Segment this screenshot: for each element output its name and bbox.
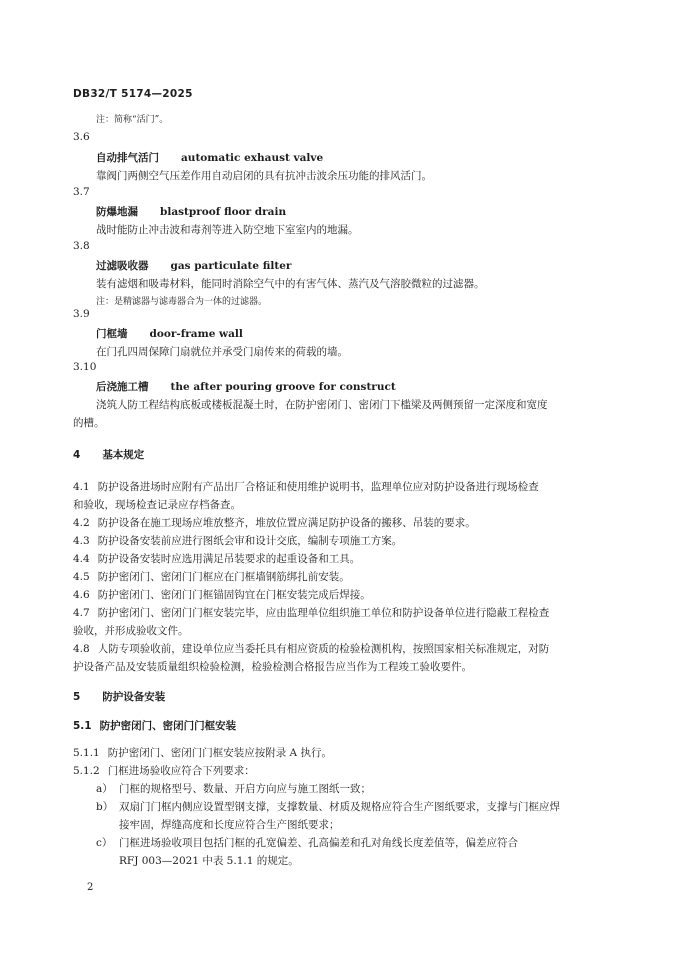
term-number: 3.10 xyxy=(73,361,97,373)
section-title: 防护设备安装 xyxy=(102,691,166,703)
clause-line xyxy=(73,763,255,778)
clause-number: 4.5 xyxy=(73,571,90,583)
term-number: 3.9 xyxy=(73,308,90,320)
section-heading xyxy=(73,447,144,462)
term-number: 3.6 xyxy=(73,131,90,143)
term-english: door-frame wall xyxy=(149,328,243,340)
list-item-text: 双扇门门框内侧应设置型钢支撑，支撑数量、材质及规格应符合生产图纸要求，支撑与门框应焊 xyxy=(119,801,560,813)
term-definition-continued: 的槽。 xyxy=(73,417,105,429)
section-number: 4 xyxy=(73,449,81,461)
clause-text: 防护设备在施工现场应堆放整齐，堆放位置应满足防护设备的搬移、吊装的要求。 xyxy=(97,517,476,529)
clause-number: 4.1 xyxy=(73,481,90,493)
clause-text: 防护设备进场时应附有产品出厂合格证和使用维护说明书，监理单位应对防护设备进行现场检查 xyxy=(97,481,539,493)
clause-line xyxy=(73,515,476,530)
term-definition: 战时能防止冲击波和毒剂等进入防空地下室室内的地漏。 xyxy=(96,224,359,236)
clause-number: 5.1.2 xyxy=(73,765,100,777)
clause-text: 防护密闭门、密闭门门框安装完毕，应由监理单位组织施工单位和防护设备单位进行隐蔽工程检查 xyxy=(97,607,550,619)
section-title: 基本规定 xyxy=(102,449,145,461)
clause-line xyxy=(73,587,371,602)
clause-line xyxy=(73,745,332,760)
term-definition: 浇筑人防工程结构底板或楼板混凝土时，在防护密闭门、密闭门下槛梁及两侧预留一定深度和宽度 xyxy=(96,399,548,411)
clause-line xyxy=(73,569,350,584)
term-definition: 靠阀门两侧空气压差作用自动启闭的具有抗冲击波余压功能的排风活门。 xyxy=(96,170,432,182)
list-marker: c） xyxy=(96,837,113,849)
term-title xyxy=(96,379,396,394)
term-note: 注：简称“活门”。 xyxy=(96,115,169,125)
clause-number: 4.2 xyxy=(73,517,90,529)
clause-line xyxy=(73,533,402,548)
term-english: blastproof floor drain xyxy=(160,206,287,218)
clause-number: 4.6 xyxy=(73,589,90,601)
list-marker: a） xyxy=(96,783,113,795)
page-number: 2 xyxy=(87,882,94,893)
term-english: gas particulate filter xyxy=(170,260,292,272)
clause-number: 4.7 xyxy=(73,607,90,619)
list-item-text-continued: RFJ 003—2021 中表 5.1.1 的规定。 xyxy=(119,855,299,867)
term-title xyxy=(96,204,286,219)
clause-text: 防护设备安装前应进行图纸会审和设计交底，编制专项施工方案。 xyxy=(97,535,403,547)
clause-text: 人防专项验收前，建设单位应当委托具有相应资质的检验检测机构，按照国家相关标准规定，对防 xyxy=(97,643,550,655)
document-code: DB32/T 5174—2025 xyxy=(73,88,193,100)
list-item-text: 门框进场验收项目包括门框的孔宽偏差、孔高偏差和孔对角线长度差值等，偏差应符合 xyxy=(119,837,518,849)
clause-text: 防护密闭门、密闭门门框应在门框墙钢筋绑扎前安装。 xyxy=(97,571,350,583)
term-number: 3.8 xyxy=(73,240,90,252)
subsection-number: 5.1 xyxy=(73,720,92,732)
clause-line xyxy=(73,479,539,494)
term-english: the after pouring groove for construct xyxy=(170,381,396,393)
term-title xyxy=(96,150,323,165)
list-marker: b） xyxy=(96,801,114,813)
list-item-text: 门框的规格型号、数量、开启方向应与施工图纸一致； xyxy=(119,783,371,795)
term-chinese: 过滤吸收器 xyxy=(96,260,149,272)
clause-number: 5.1.1 xyxy=(73,747,100,759)
list-item-text-continued: 接牢固，焊缝高度和长度应符合生产图纸要求； xyxy=(119,819,340,831)
clause-text: 防护密闭门、密闭门门框安装应按附录 A 执行。 xyxy=(107,747,332,759)
clause-line xyxy=(73,551,360,566)
clause-line xyxy=(73,605,549,620)
clause-text: 防护密闭门、密闭门门框锚固钩宜在门框安装完成后焊接。 xyxy=(97,589,371,601)
subsection-heading xyxy=(73,718,236,733)
clause-number: 4.4 xyxy=(73,553,90,565)
term-title xyxy=(96,326,243,341)
clause-text-continued: 护设备产品及安装质量组织检验检测，检验检测合格报告应当作为工程竣工验收要件。 xyxy=(73,661,472,673)
term-note: 注：是精滤器与滤毒器合为一体的过滤器。 xyxy=(96,297,268,307)
section-heading xyxy=(73,689,165,704)
term-chinese: 防爆地漏 xyxy=(96,206,138,218)
term-chinese: 门框墙 xyxy=(96,328,128,340)
subsection-title: 防护密闭门、密闭门门框安装 xyxy=(99,720,237,732)
term-definition: 在门孔四周保障门扇就位并承受门扇传来的荷载的墙。 xyxy=(96,346,348,358)
term-chinese: 后浇施工槽 xyxy=(96,381,149,393)
term-chinese: 自动排气活门 xyxy=(96,152,159,164)
section-number: 5 xyxy=(73,691,81,703)
term-english: automatic exhaust valve xyxy=(181,152,324,164)
clause-line xyxy=(73,641,549,656)
clause-text-continued: 验收，并形成验收文件。 xyxy=(73,625,189,637)
term-title xyxy=(96,258,291,273)
clause-number: 4.3 xyxy=(73,535,90,547)
clause-text: 防护设备安装时应选用满足吊装要求的起重设备和工具。 xyxy=(97,553,361,565)
term-number: 3.7 xyxy=(73,186,90,198)
term-definition: 装有滤烟和吸毒材料，能同时消除空气中的有害气体、蒸汽及气溶胶微粒的过滤器。 xyxy=(96,278,485,290)
clause-text: 门框进场验收应符合下列要求： xyxy=(107,765,255,777)
clause-number: 4.8 xyxy=(73,643,90,655)
clause-text-continued: 和验收，现场检查记录应存档备查。 xyxy=(73,499,241,511)
